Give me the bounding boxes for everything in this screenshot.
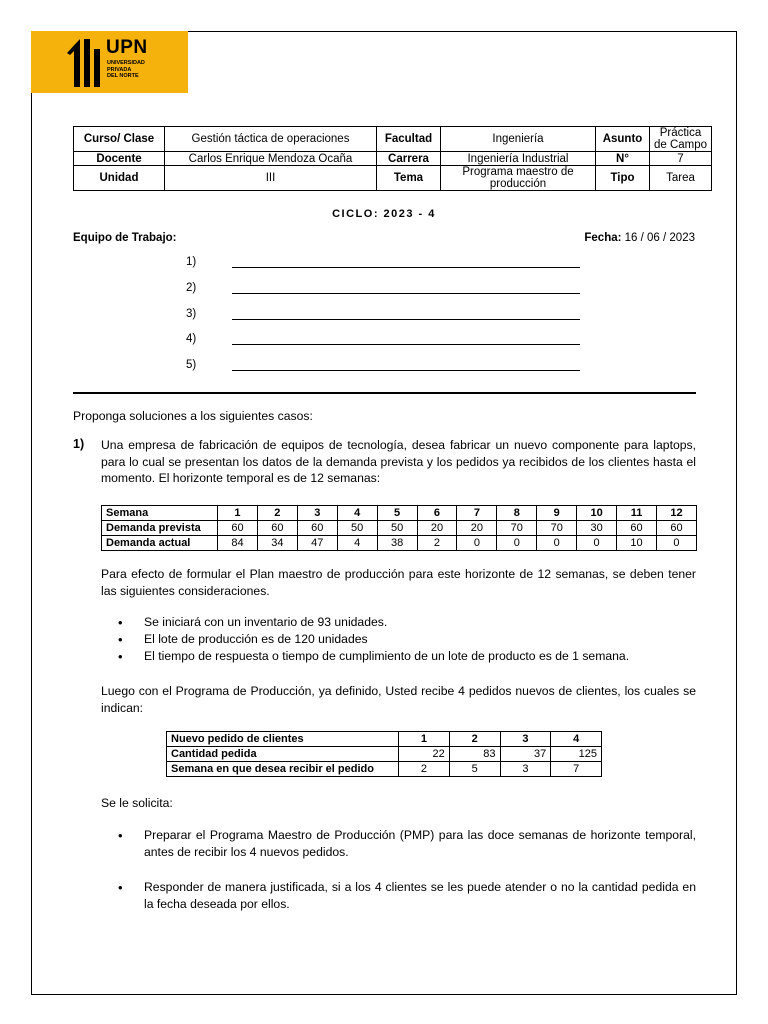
value-unidad: III [165, 166, 377, 191]
team-member-line[interactable]: 3) [186, 308, 232, 320]
value-numero: 7 [650, 152, 712, 166]
label-tema: Tema [377, 166, 441, 191]
value-carrera: Ingeniería Industrial [441, 152, 596, 166]
considerations-intro: Para efecto de formular el Plan maestro de producción para este horizonte de 12 semanas, se deben tener las siguientes consideraciones. [101, 567, 696, 598]
label-asunto: Asunto [596, 127, 650, 152]
list-item: • Preparar el Programa Maestro de Producción (PMP) para las doce semanas de horizonte temporal, antes de recibir los 4 nuevos pedidos. [118, 827, 696, 861]
table-row: Demanda prevista 60 60 60 50 50 20 20 70 70 30 60 60 [102, 521, 697, 536]
considerations-list [118, 614, 696, 665]
orders-table [166, 731, 602, 777]
label-docente: Docente [74, 152, 165, 166]
table-row: Cantidad pedida 22 83 37 125 [167, 747, 602, 762]
logo-subtitle: UNIVERSIDAD PRIVADA DEL NORTE [107, 60, 145, 79]
value-docente: Carlos Enrique Mendoza Ocaña [165, 152, 377, 166]
logo-brand: UPN [106, 37, 148, 58]
label-numero: N° [596, 152, 650, 166]
table-row: Demanda actual 84 34 47 4 38 2 0 0 0 0 10 0 [102, 536, 697, 551]
table-row: Nuevo pedido de clientes 1 2 3 4 [167, 732, 602, 747]
team-member-line[interactable]: 1) [186, 256, 232, 268]
value-curso: Gestión táctica de operaciones [165, 127, 377, 152]
fecha: Fecha: 16 / 06 / 2023 [584, 232, 695, 244]
upn-arrow-icon [67, 39, 103, 87]
label-carrera: Carrera [377, 152, 441, 166]
divider [73, 392, 696, 394]
label-curso: Curso/ Clase [74, 127, 165, 152]
list-item: • Responder de manera justificada, si a los 4 clientes se les puede atender o no la cantidad pedida en la fecha deseada por ellos. [118, 879, 696, 913]
label-tipo: Tipo [596, 166, 650, 191]
label-facultad: Facultad [377, 127, 441, 152]
value-facultad: Ingeniería [441, 127, 596, 152]
course-info-table [73, 126, 712, 191]
list-item: • El tiempo de respuesta o tiempo de cumplimiento de un lote de producto es de 1 semana. [118, 648, 696, 665]
ciclo-title: CICLO: 2023 - 4 [332, 208, 436, 220]
demand-table [101, 505, 697, 551]
value-asunto: Práctica de Campo [650, 127, 712, 152]
solicita-label: Se le solicita: [101, 796, 173, 810]
value-tema: Programa maestro de producción [441, 166, 596, 191]
table-row: Semana en que desea recibir el pedido 2 5 3 7 [167, 762, 602, 777]
equipo-label: Equipo de Trabajo: [73, 232, 177, 244]
table-row: Semana 1 2 3 4 5 6 7 8 9 10 11 12 [102, 506, 697, 521]
team-member-line[interactable]: 4) [186, 333, 232, 345]
problem-statement: Una empresa de fabricación de equipos de tecnología, desea fabricar un nuevo componente para laptops, para lo cual se presentan los datos de la demanda prevista y los pedidos ya recibidos de los clientes hasta el momento. El horizonte temporal es de 12 semanas: [101, 438, 696, 485]
value-tipo: Tarea [650, 166, 712, 191]
problem-number: 1) [73, 437, 85, 451]
list-item: • El lote de producción es de 120 unidades [118, 631, 696, 648]
intro-text: Proponga soluciones a los siguientes casos: [73, 409, 313, 423]
orders-intro: Luego con el Programa de Producción, ya definido, Usted recibe 4 pedidos nuevos de clientes, los cuales se indican: [101, 684, 696, 715]
list-item: • Se iniciará con un inventario de 93 unidades. [118, 614, 696, 631]
tasks-list [118, 827, 696, 913]
team-member-line[interactable]: 2) [186, 282, 232, 294]
upn-logo [31, 31, 188, 93]
team-member-line[interactable]: 5) [186, 359, 232, 371]
label-unidad: Unidad [74, 166, 165, 191]
